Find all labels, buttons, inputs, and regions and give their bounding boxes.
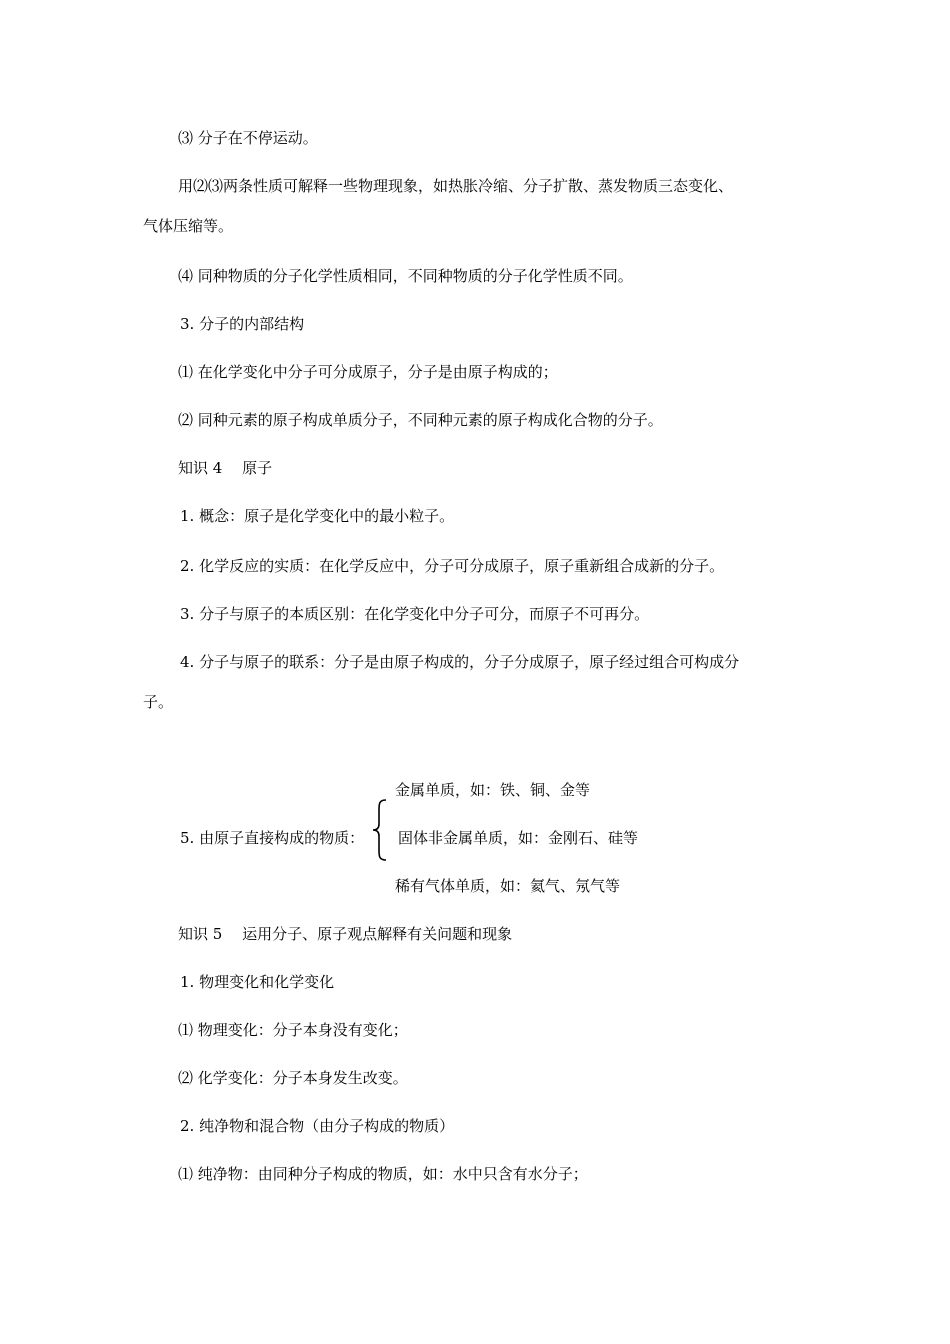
molecule-atom-relation: 4. 分子与原子的联系：分子是由原子构成的，分子分成原子，原子经过组合可构成分 [180,653,740,671]
item-pure-substance: ⑴ 纯净物：由同种分子构成的物质，如：水中只含有水分子； [178,1165,588,1183]
heading-physical-chemical-change: 1. 物理变化和化学变化 [180,973,335,991]
paragraph-explain-phenomena-cont: 气体压缩等。 [143,217,234,235]
brace-item-metal: 金属单质，如：铁、铜、金等 [395,781,591,799]
heading-pure-mixture: 2. 纯净物和混合物（由分子构成的物质） [180,1117,455,1135]
item-3-molecules-move: ⑶ 分子在不停运动。 [178,129,318,147]
brace-item-nonmetal: 固体非金属单质，如：金刚石、硅等 [398,829,639,847]
brace-item-noble-gas: 稀有气体单质，如：氦气、氖气等 [395,877,621,895]
atom-substances-label: 5. 由原子直接构成的物质： [180,829,365,847]
curly-brace [370,798,390,862]
reaction-essence: 2. 化学反应的实质：在化学反应中，分子可分成原子，原子重新组合成新的分子。 [180,557,725,575]
atom-concept: 1. 概念：原子是化学变化中的最小粒子。 [180,507,455,525]
molecule-atom-relation-cont: 子。 [143,693,174,711]
item-physical-change: ⑴ 物理变化：分子本身没有变化； [178,1021,408,1039]
paragraph-explain-phenomena: 用⑵⑶两条性质可解释一些物理现象，如热胀冷缩、分子扩散、蒸发物质三态变化、 [178,177,734,195]
item-1-structure: ⑴ 在化学变化中分子可分成原子，分子是由原子构成的； [178,363,558,381]
heading-molecule-structure: 3. 分子的内部结构 [180,315,305,333]
item-chemical-change: ⑵ 化学变化：分子本身发生改变。 [178,1069,408,1087]
section-heading-knowledge-5: 知识 5 运用分子、原子观点解释有关问题和现象 [178,925,513,943]
item-2-structure: ⑵ 同种元素的原子构成单质分子，不同种元素的原子构成化合物的分子。 [178,411,663,429]
section-heading-knowledge-4: 知识 4 原子 [178,459,273,477]
item-4-chemical-property: ⑷ 同种物质的分子化学性质相同，不同种物质的分子化学性质不同。 [178,267,633,285]
molecule-atom-difference: 3. 分子与原子的本质区别：在化学变化中分子可分，而原子不可再分。 [180,605,650,623]
